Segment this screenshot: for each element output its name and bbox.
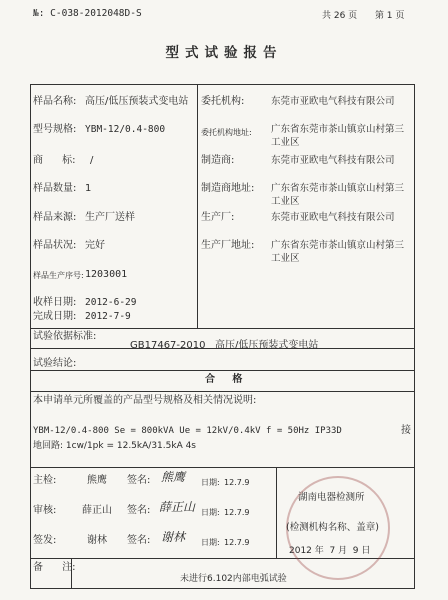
conclusion-value: 合 格 <box>205 374 243 385</box>
sample-condition-value: 完好 <box>85 240 105 251</box>
manufacturer-address-value-2: 工业区 <box>271 196 300 207</box>
basis-label: 试验依据标准: <box>33 331 97 342</box>
sample-qty-label: 样品数量: <box>33 183 77 194</box>
signer-sign-label-2: 签名: <box>127 505 151 516</box>
client-label: 委托机构: <box>201 96 245 107</box>
manufacturer-address-label: 制造商地址: <box>201 183 255 194</box>
page-info <box>322 8 404 21</box>
sample-name-value: 高压/低压预装式变电站 <box>85 96 189 107</box>
serial-label: 样品生产序号: <box>33 271 84 280</box>
signer-signature-2: 薛正山 <box>159 500 196 514</box>
scope-line-1: YBM-12/0.4-800 Se = 800kVA Ue = 12kV/0.4kV f = 50Hz IP33D <box>33 426 342 436</box>
lab-note: (检测机构名称、盖章) <box>286 522 379 533</box>
signer-signature-3: 谢林 <box>161 530 186 544</box>
factory-label: 生产厂: <box>201 212 235 223</box>
serial-value: 1203001 <box>85 269 128 280</box>
client-address-label: 委托机构地址: <box>201 128 252 137</box>
basis-value: GB17467-2010 高压/低压预装式变电站 <box>130 340 319 351</box>
scope-label: 本申请单元所覆盖的产品型号规格及相关情况说明: <box>33 395 257 406</box>
factory-address-value-1: 广东省东莞市茶山镇京山村第三 <box>271 240 405 251</box>
trademark-value: / <box>90 155 94 166</box>
signer-role-2: 审核: <box>33 505 57 516</box>
factory-address-label: 生产厂地址: <box>201 240 255 251</box>
sample-source-label: 样品来源: <box>33 212 77 223</box>
client-address-value-2: 工业区 <box>271 137 300 148</box>
sample-name-label: 样品名称: <box>33 96 77 107</box>
factory-value: 东莞市亚欧电气科技有限公司 <box>271 212 395 223</box>
lab-name: 湖南电器检测所 <box>298 492 365 503</box>
total-pages: 共 26 页 <box>322 11 358 21</box>
client-address-value-1: 广东省东莞市茶山镇京山村第三 <box>271 124 405 135</box>
signer-sign-label-1: 签名: <box>127 475 151 486</box>
signer-name-1: 熊鹰 <box>87 475 107 486</box>
signer-date-2: 12.7.9 <box>224 508 250 517</box>
signer-date-1: 12.7.9 <box>224 478 250 487</box>
signer-name-3: 谢林 <box>87 535 107 546</box>
manufacturer-address-value-1: 广东省东莞市茶山镇京山村第三 <box>271 183 405 194</box>
report-number: №: C-038-2012048D-S <box>33 8 142 19</box>
signer-role-1: 主检: <box>33 475 57 486</box>
manufacturer-label: 制造商: <box>201 155 235 166</box>
signer-sign-label-3: 签名: <box>127 535 151 546</box>
completed-date-value: 2012-7-9 <box>85 311 131 322</box>
scope-line-1-tail: 接 <box>401 425 411 436</box>
model-value: YBM-12/0.4-800 <box>85 124 166 135</box>
manufacturer-value: 东莞市亚欧电气科技有限公司 <box>271 155 395 166</box>
sample-condition-label: 样品状况: <box>33 240 77 251</box>
remarks-value: 未进行6.102内部电弧试验 <box>180 574 287 584</box>
signer-role-3: 签发: <box>33 535 57 546</box>
page-number: 第 1 页 <box>374 11 405 21</box>
model-label: 型号规格: <box>33 124 77 135</box>
lab-date: 2012 年 7 月 9 日 <box>289 546 371 556</box>
sample-source-value: 生产厂送样 <box>85 212 135 223</box>
document-title: 型式试验报告 <box>165 45 283 61</box>
signer-signature-1: 熊鹰 <box>161 470 186 484</box>
trademark-label: 商 标: <box>33 155 76 166</box>
completed-date-label: 完成日期: <box>33 311 77 322</box>
sample-qty-value: 1 <box>85 183 92 194</box>
factory-address-value-2: 工业区 <box>271 253 300 264</box>
signer-date-3: 12.7.9 <box>224 538 250 547</box>
scope-line-2: 地回路: 1cw/1pk = 12.5kA/31.5kA 4s <box>33 441 196 451</box>
client-value: 东莞市亚欧电气科技有限公司 <box>271 96 395 107</box>
conclusion-label: 试验结论: <box>33 358 77 369</box>
remarks-label: 备 注: <box>33 562 76 573</box>
signer-name-2: 薛正山 <box>82 505 112 516</box>
signer-date-label-3: 日期: <box>201 538 220 547</box>
received-date-label: 收样日期: <box>33 297 77 308</box>
signer-date-label-1: 日期: <box>201 478 220 487</box>
received-date-value: 2012-6-29 <box>85 297 137 308</box>
signer-date-label-2: 日期: <box>201 508 220 517</box>
